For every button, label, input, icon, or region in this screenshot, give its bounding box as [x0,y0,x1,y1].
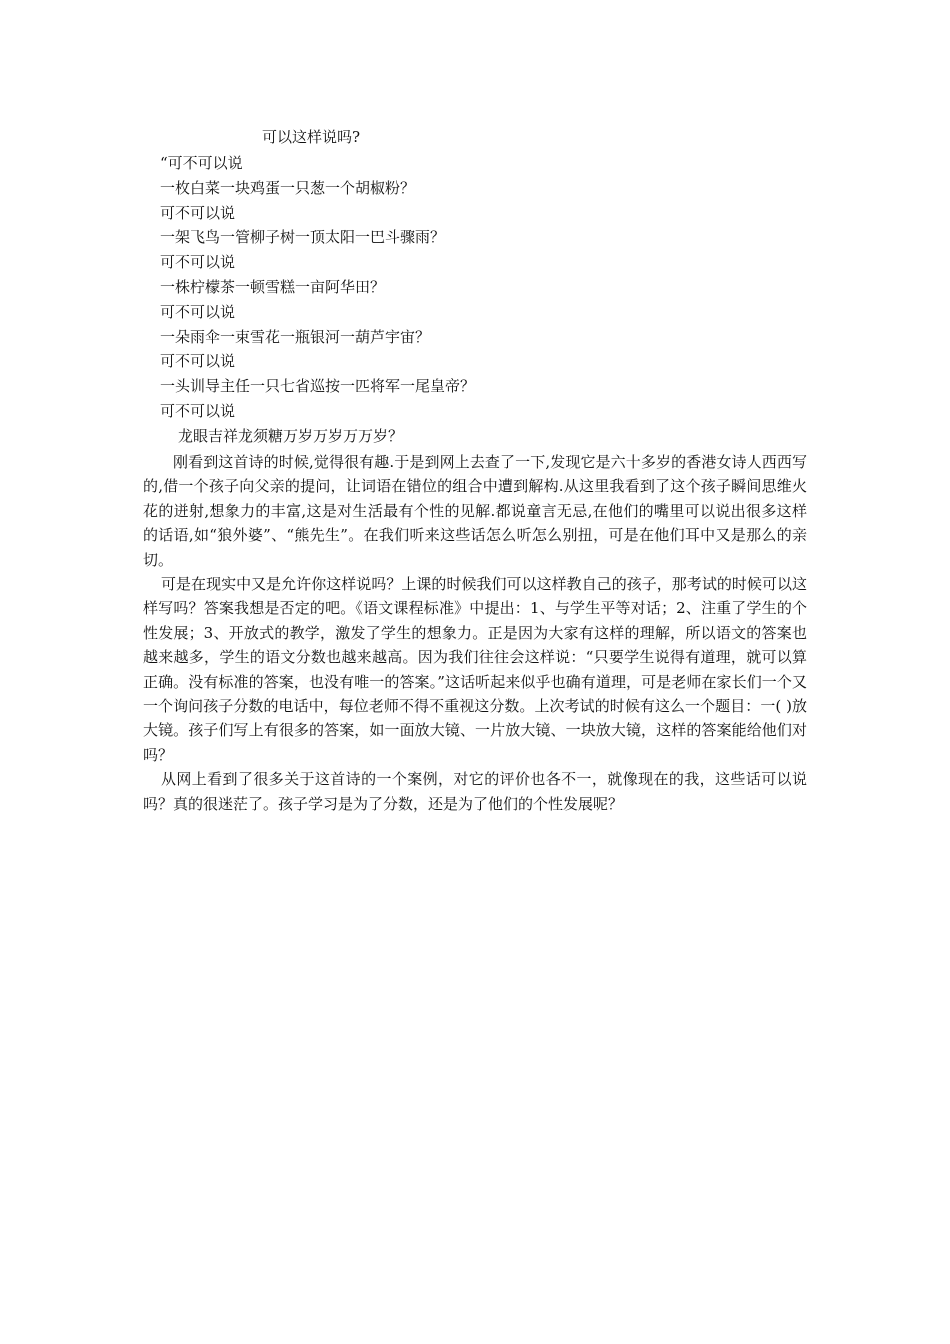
poem-line: 龙眼吉祥龙须糖万岁万岁万万岁？ [178,426,404,445]
poem-line: “可不可以说 [160,154,243,172]
poem-line: 可不可以说 [160,302,236,321]
poem-line: 一头训导主任一只七省巡按一匹将军一尾皇帝？ [160,377,476,396]
poem-line: 一株柠檬茶一顿雪糕一亩阿华田？ [160,277,386,296]
poem-block [160,151,820,449]
poem-line: 一架飞鸟一管柳子树一顶太阳一巴斗骤雨？ [160,228,446,247]
paragraph: 从网上看到了很多关于这首诗的一个案例，对它的评价也各不一，就像现在的我，这些话可以说吗？真的很迷茫了。孩子学习是为了分数，还是为了他们的个性发展呢？ [143,770,807,813]
paragraph: 刚看到这首诗的时候,觉得很有趣.于是到网上去查了一下,发现它是六十多岁的香港女诗人西西写的,借一个孩子向父亲的提问，让词语在错位的组合中遭到解构.从这里我看到了这个孩子瞬间思维火花的迸射,想象力的丰富,这是对生活最有个性的见解.都说童言无忌,在他们的嘴里可以说出很多这样的话语,如“狼外婆”、“熊先生”。在我们听来这些话怎么听怎么别扭，可是在他们耳中又是那么的亲切。 [143,453,807,569]
poem-line: 可不可以说 [160,352,236,371]
poem-line: 一朵雨伞一束雪花一瓶银河一葫芦宇宙？ [160,327,431,346]
document-title: 可以这样说吗? [262,128,361,146]
paragraph: 可是在现实中又是允许你这样说吗？上课的时候我们可以这样教自己的孩子，那考试的时候可以这样写吗？答案我想是否定的吧。《语文课程标准》中提出：1、与学生平等对话；2、注重了学生的个性发展；3、开放式的教学，激发了学生的想象力。正是因为大家有这样的理解，所以语文的答案也越来越多，学生的语文分数也越来越高。因为我们往往会这样说：“只要学生说得有道理，就可以算正确。没有标准的答案，也没有唯一的答案。”这话听起来似乎也确有道理，可是老师在家长们一个又一个询问孩子分数的电话中，每位老师不得不重视这分数。上次考试的时候有这么一个题目：一( )放大镜。孩子们写上有很多的答案，如一面放大镜、一片放大镜、一块放大镜，这样的答案能给他们对吗？ [143,575,807,764]
poem-line: 可不可以说 [160,253,236,272]
poem-line: 可不可以说 [160,203,236,222]
poem-line: 可不可以说 [160,401,236,420]
prose-body [143,450,807,816]
poem-line: 一枚白菜一块鸡蛋一只葱一个胡椒粉？ [160,178,416,197]
